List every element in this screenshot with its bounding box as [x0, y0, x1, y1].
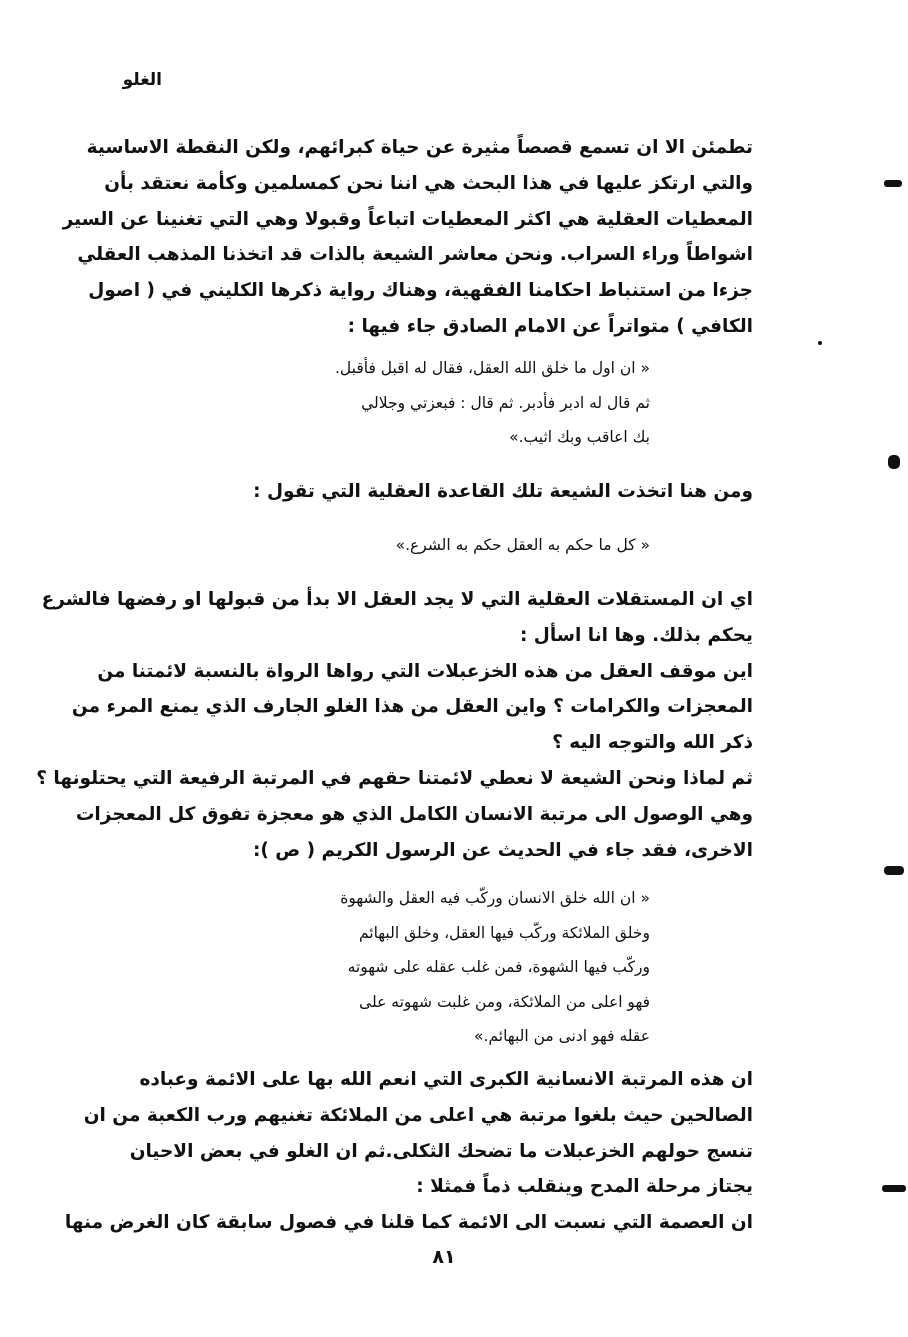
- quote-line: عقله فهو ادنى من البهائم.»: [474, 1027, 650, 1045]
- text-line: ذكر الله والتوجه اليه ؟: [552, 732, 753, 754]
- text-line: اي ان المستقلات العقلية التي لا يجد العقل الا بدأ من قبولها او رفضها فالشرع: [41, 589, 753, 610]
- running-header: الغلو: [122, 70, 162, 90]
- paragraph: [115, 474, 753, 510]
- text-line: ومن هنا اتخذت الشيعة تلك القاعدة العقلية التي تقول :: [253, 481, 753, 502]
- text-line: المعجزات والكرامات ؟ واين العقل من هذا الغلو الجارف الذي يمنع المرء من: [71, 696, 753, 718]
- quote-line: وركّب فيها الشهوة، فمن غلب عقله على شهوته: [347, 958, 650, 976]
- paragraph: [64, 1062, 753, 1241]
- text-line: الاخرى، فقد جاء في الحديث عن الرسول الكريم ( ص ):: [253, 839, 753, 861]
- text-line: اين موقف العقل من هذه الخزعبلات التي رواها الرواة بالنسبة لائمتنا من: [97, 660, 753, 682]
- quote-line: « ان الله خلق الانسان وركّب فيه العقل والشهوة: [340, 889, 650, 907]
- paragraph: [62, 130, 753, 345]
- scan-artifact: [884, 180, 902, 187]
- quote-line: « كل ما حكم به العقل حكم به الشرع.»: [395, 536, 650, 554]
- text-line: جزءا من استنباط احكامنا الفقهية، وهناك رواية ذكرها الكليني في ( اصول: [88, 280, 753, 302]
- scan-artifact: [882, 1185, 906, 1192]
- text-line: المعطيات العقلية هي اكثر المعطيات اتباعاً وقبولا وهي التي تغنينا عن السير: [62, 208, 753, 230]
- quote-line: ثم قال له ادبر فأدبر. ثم قال : فبعزتي وجلالي: [361, 393, 650, 412]
- text-line: وهي الوصول الى مرتبة الانسان الكامل الذي هو معجزة تفوق كل المعجزات: [75, 803, 753, 825]
- text-line: ان العصمة التي نسبت الى الائمة كما قلنا في فصول سابقة كان الغرض منها: [64, 1212, 753, 1234]
- text-line: ان هذه المرتبة الانسانية الكبرى التي انعم الله بها على الائمة وعباده: [139, 1069, 753, 1090]
- text-line: تنسج حولهم الخزعبلات ما تضحك الثكلى.ثم ان الغلو في بعض الاحيان: [129, 1140, 753, 1162]
- text-line: يحكم بذلك. وها انا اسأل :: [519, 624, 753, 646]
- scan-artifact: [888, 455, 900, 469]
- scan-artifact: [818, 341, 822, 345]
- scan-artifact: [884, 866, 904, 875]
- page-number: ٨١: [432, 1246, 456, 1268]
- quotation: [270, 528, 650, 563]
- quote-line: بك اعاقب وبك اثيب.»: [509, 428, 650, 446]
- quotation: [270, 351, 650, 455]
- text-line: ثم لماذا ونحن الشيعة لا نعطي لائمتنا حقهم في المرتبة الرفيعة التي يحتلونها ؟: [36, 767, 753, 789]
- text-line: تطمئن الا ان تسمع قصصاً مثيرة عن حياة كبرائهم، ولكن النقطة الاساسية: [86, 137, 753, 158]
- text-line: يجتاز مرحلة المدح وينقلب ذماً فمثلا :: [416, 1176, 753, 1198]
- quote-line: وخلق الملائكة وركّب فيها العقل، وخلق البهائم: [358, 923, 650, 942]
- text-line: والتي ارتكز عليها في هذا البحث هي اننا نحن كمسلمين وكأمة نعتقد بأن: [104, 172, 753, 194]
- paragraph: [36, 582, 753, 868]
- quotation: [270, 881, 650, 1054]
- quote-line: « ان اول ما خلق الله العقل، فقال له اقبل فأقبل.: [334, 359, 650, 377]
- text-line: الكافي ) متواتراً عن الامام الصادق جاء فيها :: [347, 315, 753, 337]
- text-line: اشواطاً وراء السراب. ونحن معاشر الشيعة بالذات قد اتخذنا المذهب العقلي: [77, 244, 753, 266]
- quote-line: فهو اعلى من الملائكة، ومن غلبت شهوته على: [359, 992, 650, 1011]
- text-line: الصالحين حيث بلغوا مرتبة هي اعلى من الملائكة تغنيهم ورب الكعبة من ان: [83, 1104, 753, 1126]
